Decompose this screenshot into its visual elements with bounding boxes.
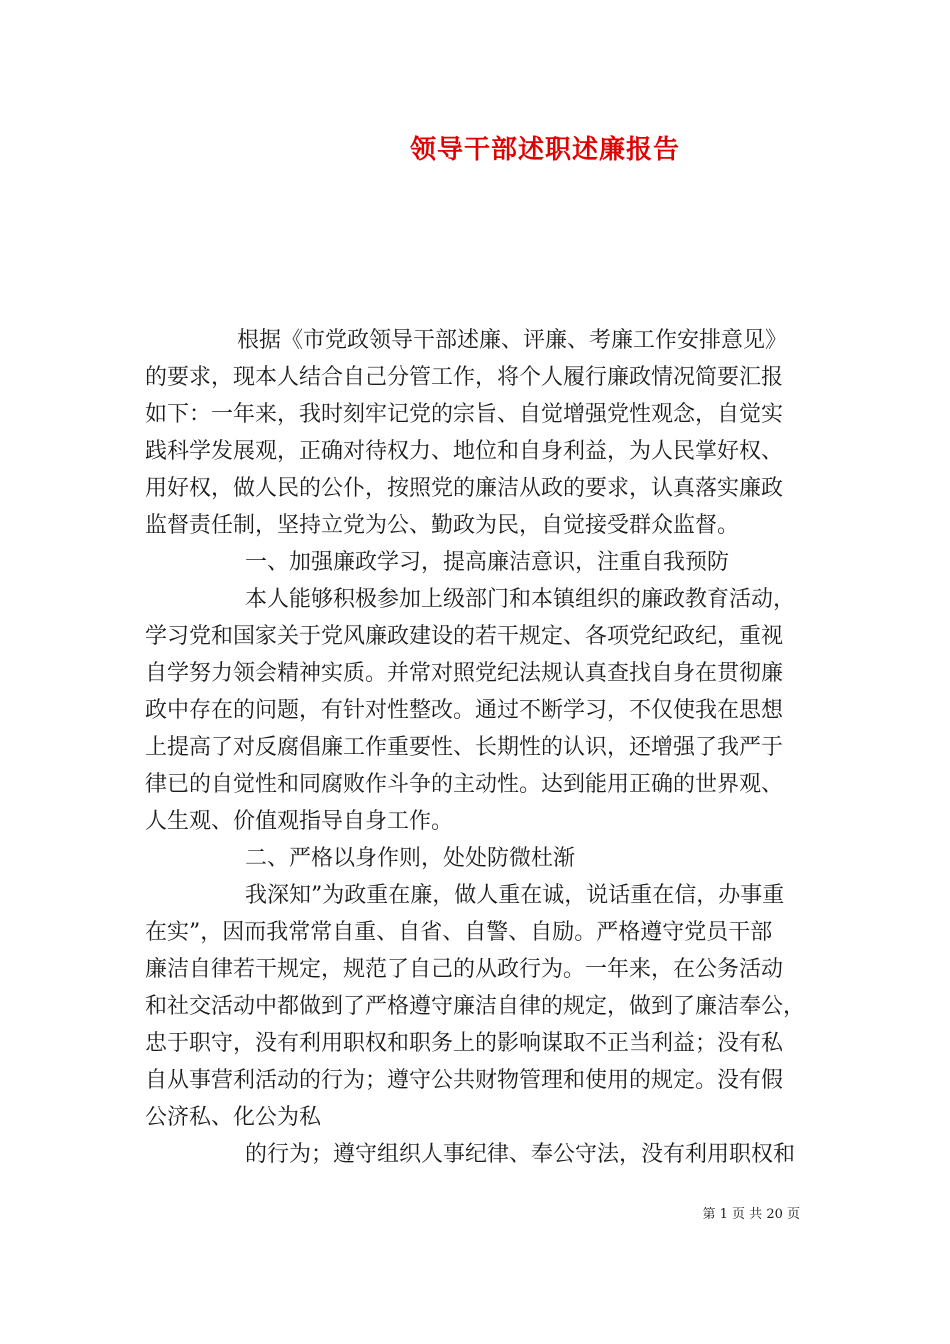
document-title: 领导干部述职述廉报告 bbox=[409, 135, 680, 165]
body-line: 的要求，现本人结合自己分管工作，将个人履行廉政情况简要汇报 bbox=[145, 365, 784, 390]
document-body bbox=[145, 322, 805, 1173]
body-line: 人生观、价值观指导自身工作。 bbox=[145, 809, 454, 834]
body-line: 自学努力领会精神实质。并常对照党纪法规认真查找自身在贯彻廉 bbox=[145, 661, 784, 686]
body-line: 用好权，做人民的公仆，按照党的廉洁从政的要求，认真落实廉政 bbox=[145, 476, 784, 501]
page-footer: 第 1 页 共 20 页 bbox=[702, 1207, 800, 1222]
body-line: 忠于职守，没有利用职权和职务上的影响谋取不正当利益；没有私 bbox=[145, 1031, 784, 1056]
body-line: 一、加强廉政学习，提高廉洁意识，注重自我预防 bbox=[245, 550, 730, 575]
body-line: 在实”，因而我常常自重、自省、自警、自励。严格遵守党员干部 bbox=[145, 920, 773, 945]
body-line: 学习党和国家关于党风廉政建设的若干规定、各项党纪政纪，重视 bbox=[145, 624, 784, 649]
body-line: 和社交活动中都做到了严格遵守廉洁自律的规定，做到了廉洁奉公， bbox=[145, 994, 805, 1019]
body-line: 公济私、化公为私 bbox=[145, 1105, 322, 1130]
body-line: 我深知”为政重在廉，做人重在诚，说话重在信，办事重 bbox=[245, 883, 785, 908]
body-line: 上提高了对反腐倡廉工作重要性、长期性的认识，还增强了我严于 bbox=[145, 735, 784, 760]
body-line: 廉洁自律若干规定，规范了自己的从政行为。一年来，在公务活动 bbox=[145, 957, 784, 982]
body-line: 根据《市党政领导干部述廉、评廉、考廉工作安排意见》 bbox=[237, 328, 788, 353]
body-line: 自从事营利活动的行为；遵守公共财物管理和使用的规定。没有假 bbox=[145, 1068, 784, 1093]
body-line: 的行为；遵守组织人事纪律、奉公守法，没有利用职权和 bbox=[245, 1142, 796, 1167]
body-line: 二、严格以身作则，处处防微杜渐 bbox=[245, 846, 576, 871]
body-line: 政中存在的问题，有针对性整改。通过不断学习，不仅使我在思想 bbox=[145, 698, 784, 723]
body-line: 本人能够积极参加上级部门和本镇组织的廉政教育活动， bbox=[245, 587, 796, 612]
body-line: 监督责任制，坚持立党为公、勤政为民，自觉接受群众监督。 bbox=[145, 513, 740, 538]
body-line: 如下：一年来，我时刻牢记党的宗旨、自觉增强党性观念，自觉实 bbox=[145, 402, 784, 427]
body-line: 践科学发展观，正确对待权力、地位和自身利益，为人民掌好权、 bbox=[145, 439, 784, 464]
body-line: 律已的自觉性和同腐败作斗争的主动性。达到能用正确的世界观、 bbox=[145, 772, 784, 797]
